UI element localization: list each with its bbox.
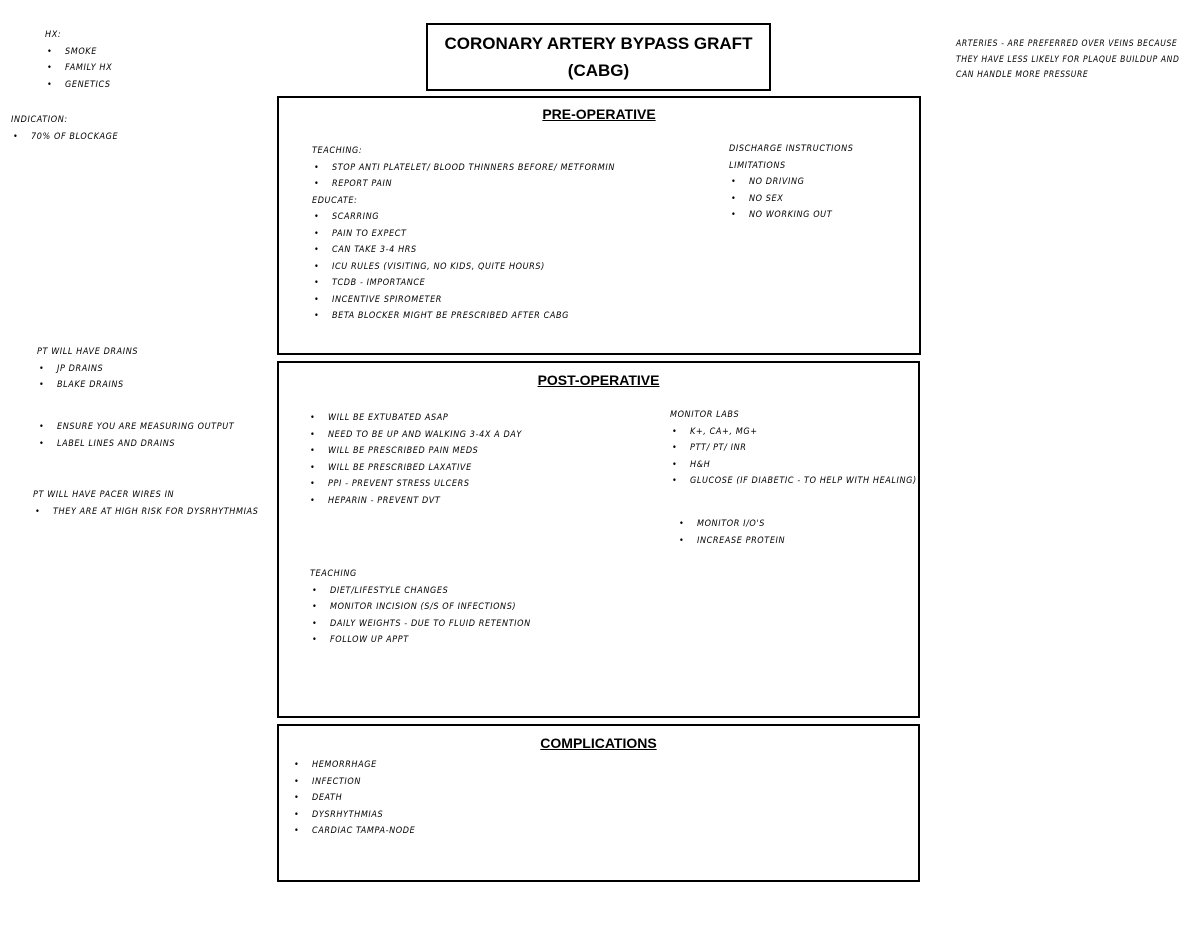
arteries-note xyxy=(956,37,1179,84)
list-item: • NO SEX xyxy=(729,191,853,208)
list-item: • NO WORKING OUT xyxy=(729,207,853,224)
list-item: • 70% OF BLOCKAGE xyxy=(11,129,118,146)
output-note xyxy=(37,419,234,452)
list-item: • CARDIAC TAMPA-NODE xyxy=(292,823,415,840)
educate-list xyxy=(312,209,615,325)
limitations-label: LIMITATIONS xyxy=(729,160,786,171)
list-item: • WILL BE PRESCRIBED PAIN MEDS xyxy=(308,443,522,460)
pre-operative-heading: PRE-OPERATIVE xyxy=(542,106,656,122)
labs-label: MONITOR LABS xyxy=(670,410,740,420)
title-line-1: CORONARY ARTERY BYPASS GRAFT xyxy=(444,34,753,53)
post-operative-heading: POST-OPERATIVE xyxy=(537,372,660,388)
list-item: • DAILY WEIGHTS - DUE TO FLUID RETENTION xyxy=(310,616,531,633)
list-item: • LABEL LINES AND DRAINS xyxy=(37,436,234,453)
list-item: • HEMORRHAGE xyxy=(292,757,415,774)
list-item: • JP DRAINS xyxy=(37,361,138,378)
pre-operative-section xyxy=(277,96,921,355)
list-item: • BLAKE DRAINS xyxy=(37,377,138,394)
list-item: • SCARRING xyxy=(312,209,615,226)
limitations-list xyxy=(729,174,853,224)
list-item: • REPORT PAIN xyxy=(312,176,615,193)
drains-list xyxy=(37,361,138,394)
list-item: • H&H xyxy=(670,457,917,474)
list-item: • ICU RULES (VISITING, NO KIDS, QUITE HOURS) xyxy=(312,259,615,276)
list-item: • FOLLOW UP APPT xyxy=(310,632,531,649)
list-item: • NEED TO BE UP AND WALKING 3-4X A DAY xyxy=(308,427,522,444)
list-item: • WILL BE PRESCRIBED LAXATIVE xyxy=(308,460,522,477)
list-item: • INCENTIVE SPIROMETER xyxy=(312,292,615,309)
list-item: • INCREASE PROTEIN xyxy=(677,533,785,550)
list-item: • DEATH xyxy=(292,790,415,807)
list-item: • THEY ARE AT HIGH RISK FOR DYSRHYTHMIAS xyxy=(33,504,258,521)
educate-label: EDUCATE: xyxy=(312,195,358,206)
list-item: • HEPARIN - PREVENT DVT xyxy=(308,493,522,510)
note-line: THEY HAVE LESS LIKELY FOR PLAQUE BUILDUP AND xyxy=(956,54,1180,65)
pacer-label: PT WILL HAVE PACER WIRES IN xyxy=(33,490,175,500)
page-title xyxy=(426,23,771,91)
indication-note xyxy=(11,112,118,145)
output-list xyxy=(37,419,234,452)
list-item: • FAMILY HX xyxy=(45,60,112,77)
indication-list xyxy=(11,129,118,146)
list-item: • PPI - PREVENT STRESS ULCERS xyxy=(308,476,522,493)
list-item: • INFECTION xyxy=(292,774,415,791)
post-op-labs xyxy=(670,407,917,490)
list-item: • WILL BE EXTUBATED ASAP xyxy=(308,410,522,427)
list-item: • MONITOR INCISION (S/S OF INFECTIONS) xyxy=(310,599,531,616)
labs-list xyxy=(670,424,917,490)
note-line: CAN HANDLE MORE PRESSURE xyxy=(956,70,1089,80)
pre-op-discharge xyxy=(729,141,853,224)
drains-note xyxy=(37,344,138,394)
hx-label: HX: xyxy=(45,30,62,40)
discharge-label: DISCHARGE INSTRUCTIONS xyxy=(729,144,854,154)
complications-list-wrap xyxy=(292,757,415,840)
list-item: • PAIN TO EXPECT xyxy=(312,226,615,243)
list-item: • DYSRHYTHMIAS xyxy=(292,807,415,824)
list-item: • ENSURE YOU ARE MEASURING OUTPUT xyxy=(37,419,234,436)
teaching-list xyxy=(312,160,615,193)
list-item: • MONITOR I/O'S xyxy=(677,516,785,533)
list-item: • TCDB - IMPORTANCE xyxy=(312,275,615,292)
teaching-list xyxy=(310,583,531,649)
note-line: ARTERIES - ARE PREFERRED OVER VEINS BECAUSE xyxy=(956,39,1178,49)
complications-heading: COMPLICATIONS xyxy=(540,735,657,751)
list-item: • CAN TAKE 3-4 HRS xyxy=(312,242,615,259)
teaching-label: TEACHING: xyxy=(312,146,363,156)
pacer-note xyxy=(33,487,258,520)
teaching-label: TEACHING xyxy=(310,569,357,579)
post-op-teaching xyxy=(310,566,531,649)
post-op-care xyxy=(308,410,522,509)
indication-label: INDICATION: xyxy=(11,115,68,125)
complications-section xyxy=(277,724,920,882)
hx-note xyxy=(45,27,112,93)
title-line-2: (CABG) xyxy=(567,61,630,80)
list-item: • GLUCOSE (IF DIABETIC - TO HELP WITH HEALING) xyxy=(670,473,917,490)
list-item: • STOP ANTI PLATELET/ BLOOD THINNERS BEFORE/ METFORMIN xyxy=(312,160,615,177)
list-item: • GENETICS xyxy=(45,77,112,94)
pre-op-teaching xyxy=(312,143,615,325)
post-operative-section xyxy=(277,361,920,718)
post-op-io xyxy=(677,516,785,549)
list-item: • BETA BLOCKER MIGHT BE PRESCRIBED AFTER CABG xyxy=(312,308,615,325)
list-item: • K+, CA+, MG+ xyxy=(670,424,917,441)
list-item: • DIET/LIFESTYLE CHANGES xyxy=(310,583,531,600)
list-item: • NO DRIVING xyxy=(729,174,853,191)
drains-label: PT WILL HAVE DRAINS xyxy=(37,347,139,357)
list-item: • PTT/ PT/ INR xyxy=(670,440,917,457)
list-item: • SMOKE xyxy=(45,44,112,61)
care-list xyxy=(308,410,522,509)
io-list xyxy=(677,516,785,549)
hx-list xyxy=(45,44,112,94)
pacer-list xyxy=(33,504,258,521)
complications-list xyxy=(292,757,415,840)
